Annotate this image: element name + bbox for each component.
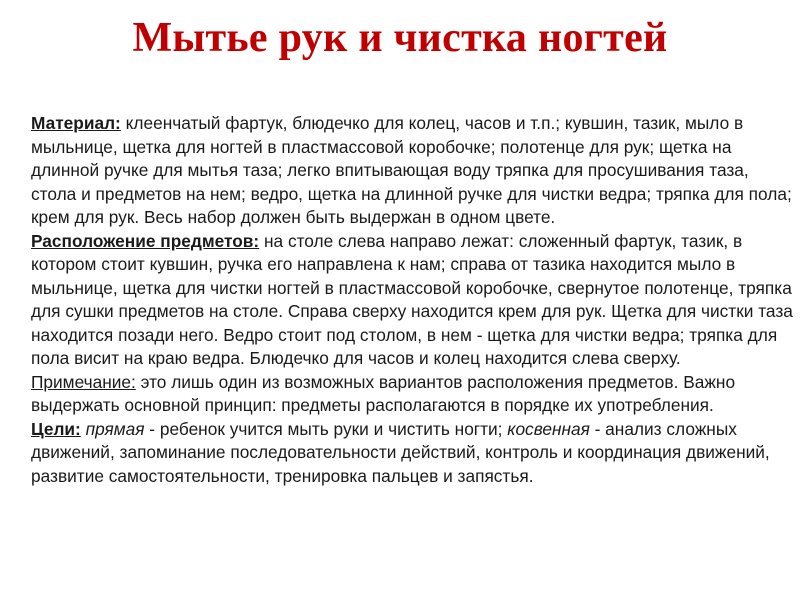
note-text: это лишь один из возможных вариантов расположения предметов. Важно выдержать основной принцип: предметы располагаются в порядке их употребления. <box>31 371 736 415</box>
goals-paragraph <box>31 418 793 489</box>
goals-indirect-text: - анализ сложных движений, запоминание последовательности действий, контроль и координация движений, развитие самостоятельности, тренировка пальцев и запястья. <box>31 418 770 486</box>
arrangement-label: Расположение предметов: <box>31 230 260 251</box>
slide-title: Мытье рук и чистка ногтей <box>132 15 668 61</box>
arrangement-paragraph <box>31 230 793 371</box>
goals-indirect-label: косвенная <box>507 418 590 439</box>
material-label: Материал: <box>31 113 121 133</box>
goals-direct-text: - ребенок учится мыть руки и чистить ногти; <box>144 418 508 439</box>
goals-direct-label: прямая <box>85 418 145 439</box>
goals-label: Цели: <box>31 418 81 439</box>
note-label: Примечание: <box>31 371 136 392</box>
material-text: клеенчатый фартук, блюдечко для колец, часов и т.п.; кувшин, тазик, мыло в мыльнице, щетка для ногтей в пластмассовой коробочке; полотенце для рук; щетка на длинной ручке для мытья таза; легко впитывающая воду тряпка для просушивания таза, стола и предметов на нем; ведро, щетка на длинной ручке для чистки ведра; тряпка для пола; крем для рук. Весь набор должен быть выдержан в одном цвете. <box>31 113 792 227</box>
note-paragraph <box>31 371 793 418</box>
arrangement-text: на столе слева направо лежат: сложенный фартук, тазик, в котором стоит кувшин, ручка его направлена к нам; справа от тазика находится мыло в мыльнице, щетка для чистки ногтей в пластмассовой коробочке, свернутое полотенце, тряпка для сушки предметов на столе. Справа сверху находится крем для рук. Щетка для чистки таза находится позади него. Ведро стоит под столом, в нем - щетка для чистки ведра; тряпка для пола висит на краю ведра. Блюдечко для часов и колец находится слева сверху. <box>31 230 793 368</box>
material-paragraph <box>31 112 793 230</box>
slide-body <box>31 112 793 488</box>
